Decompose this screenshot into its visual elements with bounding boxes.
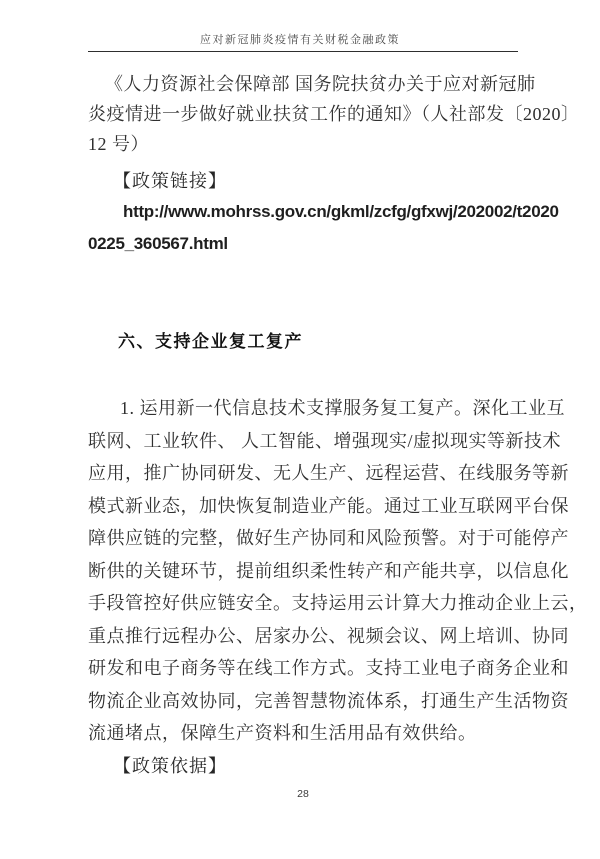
policy-link-url-line: 0225_360567.html <box>88 234 228 253</box>
body-paragraph <box>88 392 588 750</box>
notice-title-line: 《人力资源社会保障部 国务院扶贫办关于应对新冠肺 <box>105 74 536 94</box>
section-heading: 六、支持企业复工复产 <box>118 332 303 351</box>
paragraph-line: 物流企业高效协同，完善智慧物流体系，打通生产生活物资 <box>88 690 569 711</box>
page-number: 28 <box>297 787 309 800</box>
notice-title-line: 炎疫情进一步做好就业扶贫工作的通知》（人社部发〔2020〕 <box>88 104 580 124</box>
header-rule <box>88 51 518 52</box>
paragraph-line: 断供的关键环节，提前组织柔性转产和产能共享，以信息化 <box>88 560 569 581</box>
paragraph-line: 重点推行远程办公、居家办公、视频会议、网上培训、协同 <box>88 625 569 646</box>
paragraph-line: 应用，推广协同研发、无人生产、远程运营、在线服务等新 <box>88 463 569 483</box>
paragraph-line: 研发和电子商务等在线工作方式。支持工业电子商务企业和 <box>88 658 569 678</box>
paragraph-line: 1. 运用新一代信息技术支撑服务复工复产。深化工业互 <box>120 398 565 418</box>
paragraph-line: 模式新业态，加快恢复制造业产能。通过工业互联网平台保 <box>88 495 569 516</box>
paragraph-line: 联网、工业软件、 人工智能、增强现实/虚拟现实等新技术 <box>88 430 561 451</box>
policy-link-url-line: http://www.mohrss.gov.cn/gkml/zcfg/gfxwj/202002/t2020 <box>123 202 559 221</box>
paragraph-line: 障供应链的完整，做好生产协同和风险预警。对于可能停产 <box>88 528 569 548</box>
notice-title-paragraph <box>88 69 580 159</box>
page-content <box>88 69 588 801</box>
policy-basis-label: 【政策依据】 <box>113 755 227 776</box>
policy-link-label: 【政策链接】 <box>113 171 227 191</box>
paragraph-line: 流通堵点，保障生产资料和生活用品有效供给。 <box>88 723 477 743</box>
running-header-title: 应对新冠肺炎疫情有关财税金融政策 <box>200 34 400 46</box>
paragraph-line: 手段管控好供应链安全。支持运用云计算大力推动企业上云， <box>88 593 588 613</box>
notice-title-line: 12 号） <box>88 134 149 154</box>
